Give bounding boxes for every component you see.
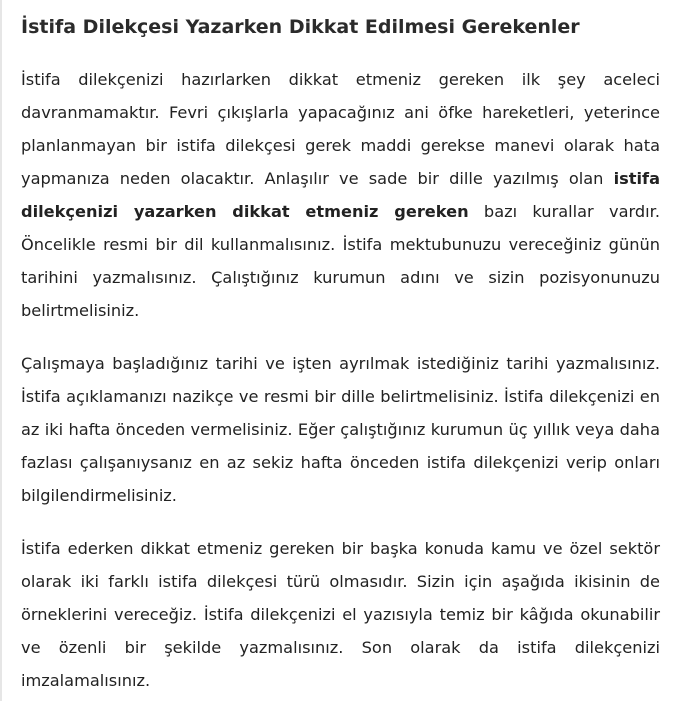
paragraph-1-bold-phrase: istifa dilekçenizi yazarken dikkat etmeniz gereken [21, 169, 660, 221]
left-border [0, 0, 2, 701]
section-title: İstifa Dilekçesi Yazarken Dikkat Edilmesi Gerekenler [21, 16, 580, 38]
article-section [21, 0, 660, 697]
paragraph-1-text-end: bazı kurallar vardır. Öncelikle resmi bir dil kullanmalısınız. İstifa mektubunuzu vereceğiniz günün tarihini yazmalısınız. Çalıştığınız kurumun adını ve sizin pozisyonunuzu belirtmelisiniz. [21, 202, 660, 320]
paragraph-3: İstifa ederken dikkat etmeniz gereken bir başka konuda kamu ve özel sektör olarak iki farklı istifa dilekçesi türü olmasıdır. Sizin için aşağıda ikisinin de örneklerini vereceğiz. İstifa dilekçenizi el yazısıyla temiz bir kâğıda okunabilir ve özenli bir şekilde yazmalısınız. Son olarak da istifa dilekçenizi imzalamalısınız. [21, 539, 660, 690]
paragraph-1-text-start: İstifa dilekçenizi hazırlarken dikkat etmeniz gereken ilk şey aceleci davranmamaktır. Fevri çıkışlarla yapacağınız ani öfke hareketleri, yeterince planlanmayan bir istifa dilekçesi gerek maddi gerekse manevi olarak hata yapmanıza neden olacaktır. Anlaşılır ve sade bir dille yazılmış olan [21, 70, 660, 188]
paragraph-2: Çalışmaya başladığınız tarihi ve işten ayrılmak istediğiniz tarihi yazmalısınız. İstifa açıklamanızı nazikçe ve resmi bir dille belirtmelisiniz. İstifa dilekçenizi en az iki hafta önceden vermelisiniz. Eğer çalıştığınız kurumun üç yıllık veya daha fazlası çalışanıysanız en az sekiz hafta önceden istifa dilekçenizi verip onları bilgilendirmelisiniz. [21, 354, 660, 505]
paragraph-1 [21, 63, 660, 327]
